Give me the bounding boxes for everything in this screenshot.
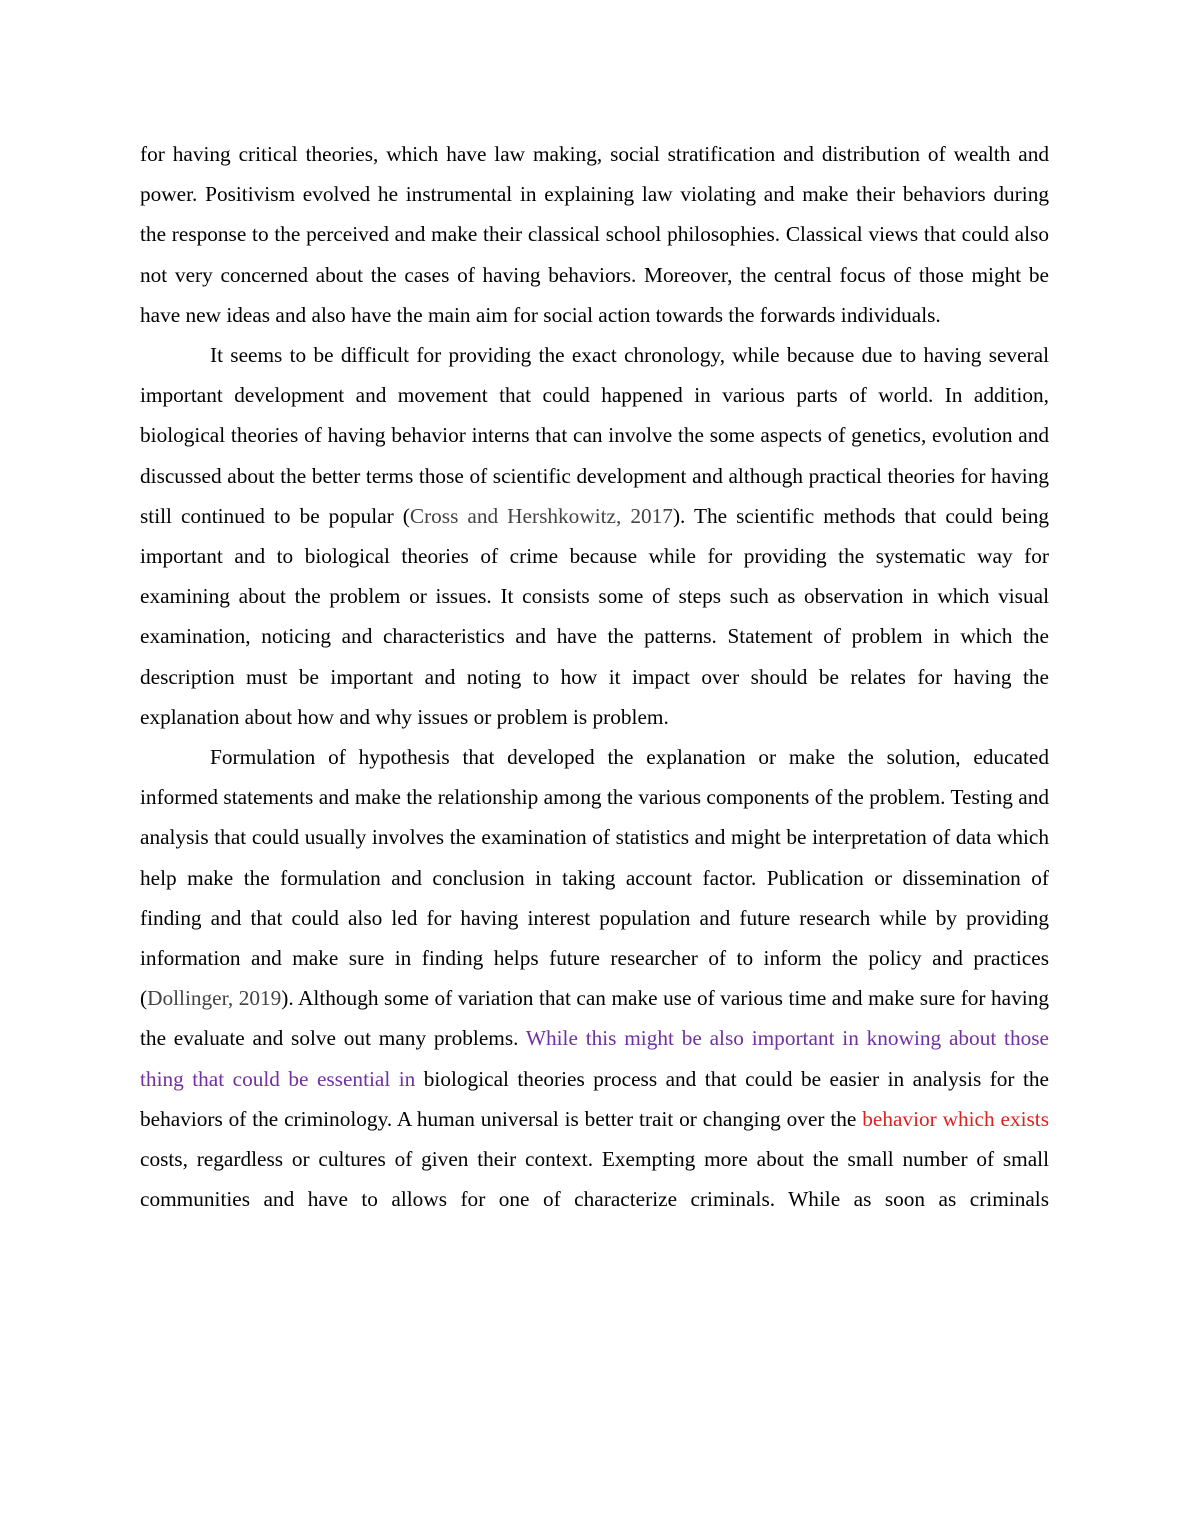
paragraph-2-text-a: It seems to be difficult for providing the exact chronology, while because due to having several important development and movement that could happened in various parts of world. In addition, biological theories of having behavior interns that can involve the some aspects of genetics, evolution and discussed about the better terms those of scientific development and although practical theories for having still continued to be popular ( [140,343,1049,528]
highlighted-sentence-purple: While this might be also important in knowing about those thing that could be essential in [140,1026,1049,1091]
citation-dollinger: Dollinger, 2019 [147,986,282,1011]
highlighted-phrase-red: behavior which exists [862,1106,1050,1131]
paragraph-3-text-d: costs, regardless or cultures of given their context. Exempting more about the small number of small communities and have to allows for one of characterize criminals. While as soon as criminals [140,1147,1049,1212]
citation-cross-hershkowitz: Cross and Hershkowitz, 2017 [409,503,673,528]
document-page [140,134,1049,1219]
paragraph-3 [140,737,1049,1219]
paragraph-2 [140,335,1049,737]
paragraph-3-text-b: ). Although some of variation that can make use of various time and make sure for having the evaluate and solve out many problems. [140,986,1049,1051]
paragraph-2-text-b: ). The scientific methods that could being important and to biological theories of crime because while for providing the systematic way for examining about the problem or issues. It consists some of steps such as observation in which visual examination, noticing and characteristics and have the patterns. Statement of problem in which the description must be important and noting to how it impact over should be relates for having the explanation about how and why issues or problem is problem. [140,503,1049,729]
paragraph-3-text-c: biological theories process and that could be easier in analysis for the behaviors of the criminology. A human universal is better trait or changing over the [140,1066,1049,1131]
paragraph-3-text-a: Formulation of hypothesis that developed the explanation or make the solution, educated informed statements and make the relationship among the various components of the problem. Testing and analysis that could usually involves the examination of statistics and might be interpretation of data which help make the formulation and conclusion in taking account factor. Publication or dissemination of finding and that could also led for having interest population and future research while by providing information and make sure in finding helps future researcher of to inform the policy and practices ( [140,745,1049,1011]
paragraph-1: for having critical theories, which have law making, social stratification and distribution of wealth and power. Positivism evolved he instrumental in explaining law violating and make their behaviors during the response to the perceived and make their classical school philosophies. Classical views that could also not very concerned about the cases of having behaviors. Moreover, the central focus of those might be have new ideas and also have the main aim for social action towards the forwards individuals. [140,142,1049,327]
